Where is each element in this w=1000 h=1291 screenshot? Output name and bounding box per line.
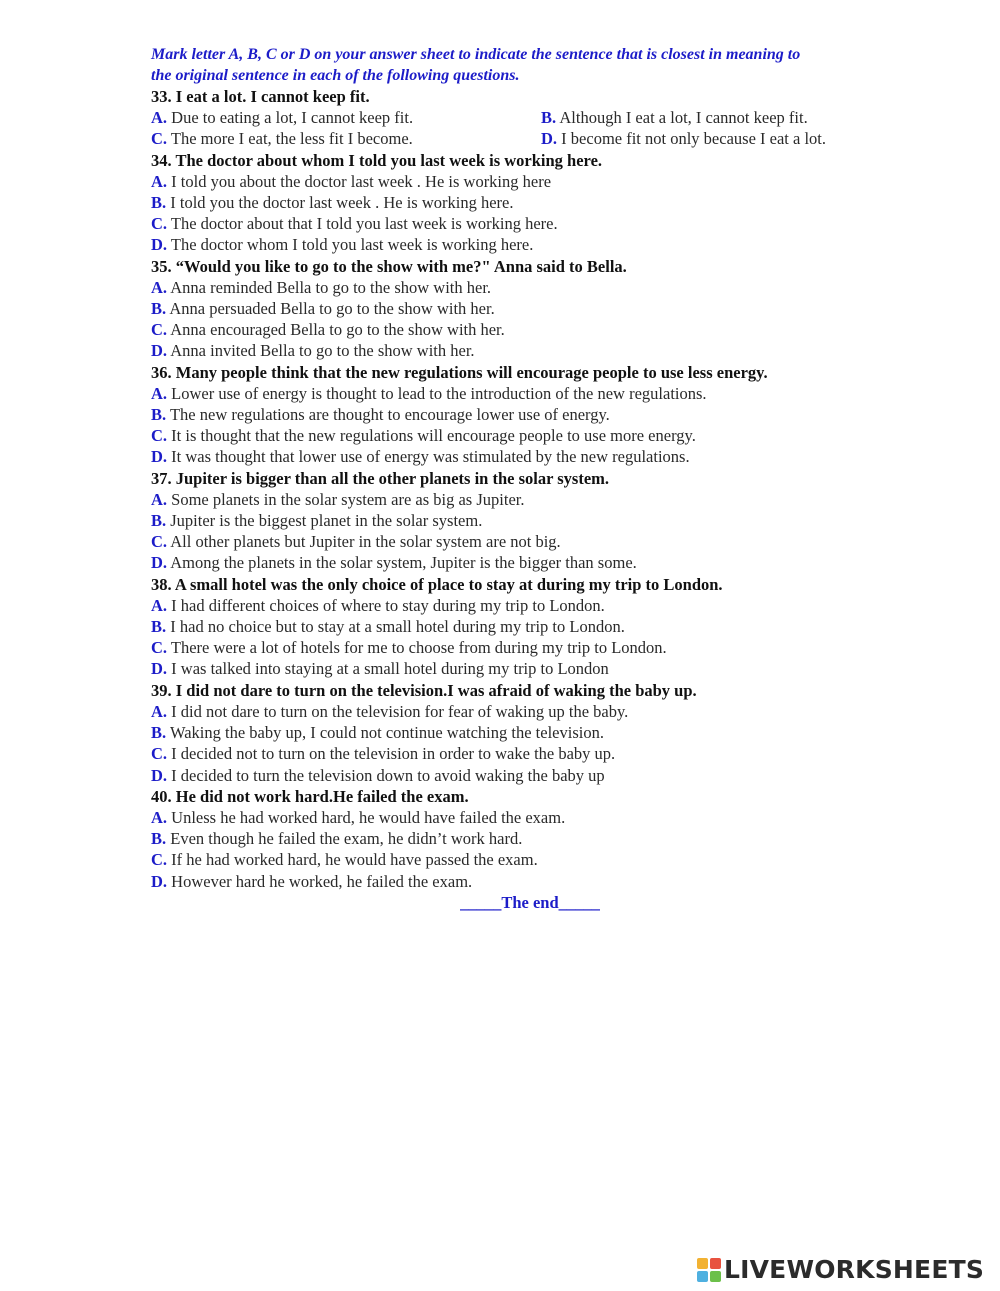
logo-mark-tile [710,1258,721,1269]
option-text: The new regulations are thought to encourage lower use of energy. [166,405,610,425]
option-c[interactable] [151,531,931,552]
question-stem: 39. I did not dare to turn on the television.I was afraid of waking the baby up. [151,680,697,700]
option-text: I told you the doctor last week . He is working here. [166,193,514,213]
option-letter: C. [151,320,168,340]
option-d[interactable] [151,552,931,573]
option-text: Although I eat a lot, I cannot keep fit. [556,108,808,128]
option-letter: A. [151,171,168,191]
option-c[interactable] [151,128,541,149]
option-letter: C. [151,850,168,870]
option-d[interactable] [151,234,931,255]
option-text: The doctor whom I told you last week is working here. [167,235,534,255]
option-text: Some planets in the solar system are as big as Jupiter. [167,489,525,509]
option-letter: D. [151,341,168,361]
option-text: The more I eat, the less fit I become. [167,129,413,149]
question-34 [151,150,931,256]
option-a[interactable] [151,595,931,616]
option-letter: D. [541,129,558,149]
option-c[interactable] [151,849,931,870]
option-letter: C. [151,214,168,234]
option-letter: B. [151,193,167,213]
option-a[interactable] [151,383,931,404]
liveworksheets-logo [697,1255,984,1284]
option-text: It is thought that the new regulations will encourage people to use more energy. [167,426,696,446]
option-letter: A. [151,595,168,615]
option-d[interactable] [541,128,931,149]
option-text: I decided to turn the television down to avoid waking the baby up [167,765,605,785]
option-text: Anna encouraged Bella to go to the show with her. [167,320,505,340]
logo-text: LIVEWORKSHEETS [724,1255,985,1284]
option-c[interactable] [151,319,931,340]
option-text: Lower use of energy is thought to lead to the introduction of the new regulations. [167,383,707,403]
option-letter: C. [151,744,168,764]
option-b[interactable] [151,298,931,319]
option-letter: C. [151,638,168,658]
option-c[interactable] [151,425,931,446]
option-letter: D. [151,553,168,573]
option-letter: C. [151,532,168,552]
option-text: I decided not to turn on the television in order to wake the baby up. [167,744,616,764]
instruction-text [151,44,931,86]
option-text: Waking the baby up, I could not continue watching the television. [166,723,604,743]
option-d[interactable] [151,446,931,467]
option-text: If he had worked hard, he would have passed the exam. [167,850,538,870]
option-text: I did not dare to turn on the television for fear of waking up the baby. [167,701,629,721]
question-38 [151,574,931,680]
option-b[interactable] [151,828,931,849]
worksheet [151,44,931,913]
option-c[interactable] [151,213,931,234]
option-text: There were a lot of hotels for me to choose from during my trip to London. [167,638,667,658]
option-letter: D. [151,765,168,785]
option-a[interactable] [151,277,931,298]
option-a[interactable] [151,701,931,722]
option-letter: C. [151,426,168,446]
option-b[interactable] [151,510,931,531]
question-40 [151,786,931,892]
option-b[interactable] [541,107,931,128]
options-row-1 [151,107,931,128]
option-d[interactable] [151,871,931,892]
option-text: However hard he worked, he failed the exam. [167,871,473,891]
option-letter: B. [151,405,167,425]
the-end-footer: _____The end_____ [460,892,600,912]
option-b[interactable] [151,192,931,213]
logo-mark-tile [710,1271,721,1282]
option-letter: A. [151,701,168,721]
option-letter: D. [151,659,168,679]
option-d[interactable] [151,765,931,786]
option-letter: D. [151,235,168,255]
option-b[interactable] [151,722,931,743]
option-text: I had no choice but to stay at a small hotel during my trip to London. [166,617,625,637]
option-text: Anna reminded Bella to go to the show with her. [167,277,492,297]
option-letter: B. [151,511,167,531]
option-text: I told you about the doctor last week . He is working here [167,171,552,191]
option-c[interactable] [151,743,931,764]
option-letter: B. [151,723,167,743]
option-text: Anna persuaded Bella to go to the show with her. [166,299,495,319]
question-39 [151,680,931,786]
option-letter: B. [151,617,167,637]
logo-mark-tile [697,1271,708,1282]
option-letter: A. [151,277,168,297]
question-stem: 34. The doctor about whom I told you last week is working here. [151,150,603,170]
option-d[interactable] [151,340,931,361]
option-a[interactable] [151,807,931,828]
option-text: I become fit not only because I eat a lot. [557,129,826,149]
option-letter: D. [151,447,168,467]
option-letter: A. [151,383,168,403]
option-text: Even though he failed the exam, he didn’t work hard. [166,829,523,849]
option-letter: A. [151,108,168,128]
option-text: Among the planets in the solar system, Jupiter is the bigger than some. [167,553,637,573]
question-stem: 36. Many people think that the new regulations will encourage people to use less energy. [151,362,768,382]
option-letter: B. [541,108,557,128]
question-36 [151,362,931,468]
option-a[interactable] [151,171,931,192]
option-text: Anna invited Bella to go to the show with her. [167,341,475,361]
option-letter: B. [151,829,167,849]
option-b[interactable] [151,616,931,637]
option-text: The doctor about that I told you last week is working here. [167,214,558,234]
instruction-line-2: the original sentence in each of the following questions. [151,67,520,84]
question-stem: 37. Jupiter is bigger than all the other planets in the solar system. [151,468,610,488]
question-35 [151,256,931,362]
logo-mark-tile [697,1258,708,1269]
option-text: Jupiter is the biggest planet in the solar system. [166,511,483,531]
liveworksheets-logo-icon [697,1258,721,1282]
option-letter: C. [151,129,168,149]
option-text: All other planets but Jupiter in the solar system are not big. [167,532,561,552]
option-d[interactable] [151,658,931,679]
option-text: It was thought that lower use of energy was stimulated by the new regulations. [167,447,690,467]
option-letter: B. [151,299,167,319]
question-33 [151,86,931,150]
question-stem: 33. I eat a lot. I cannot keep fit. [151,87,370,106]
option-b[interactable] [151,404,931,425]
question-stem: 35. “Would you like to go to the show with me?" Anna said to Bella. [151,256,627,276]
question-37 [151,468,931,574]
question-stem: 40. He did not work hard.He failed the exam. [151,786,469,806]
option-letter: D. [151,871,168,891]
option-letter: A. [151,489,168,509]
option-a[interactable] [151,107,541,128]
option-letter: A. [151,807,168,827]
option-text: I had different choices of where to stay during my trip to London. [167,595,605,615]
option-text: Unless he had worked hard, he would have failed the exam. [167,807,566,827]
option-text: I was talked into staying at a small hotel during my trip to London [167,659,609,679]
option-c[interactable] [151,637,931,658]
question-stem: 38. A small hotel was the only choice of place to stay at during my trip to London. [151,574,723,594]
option-a[interactable] [151,489,931,510]
instruction-line-1: Mark letter A, B, C or D on your answer sheet to indicate the sentence that is closest in meaning to [151,46,801,63]
option-text: Due to eating a lot, I cannot keep fit. [167,108,414,128]
options-row-2 [151,128,931,149]
